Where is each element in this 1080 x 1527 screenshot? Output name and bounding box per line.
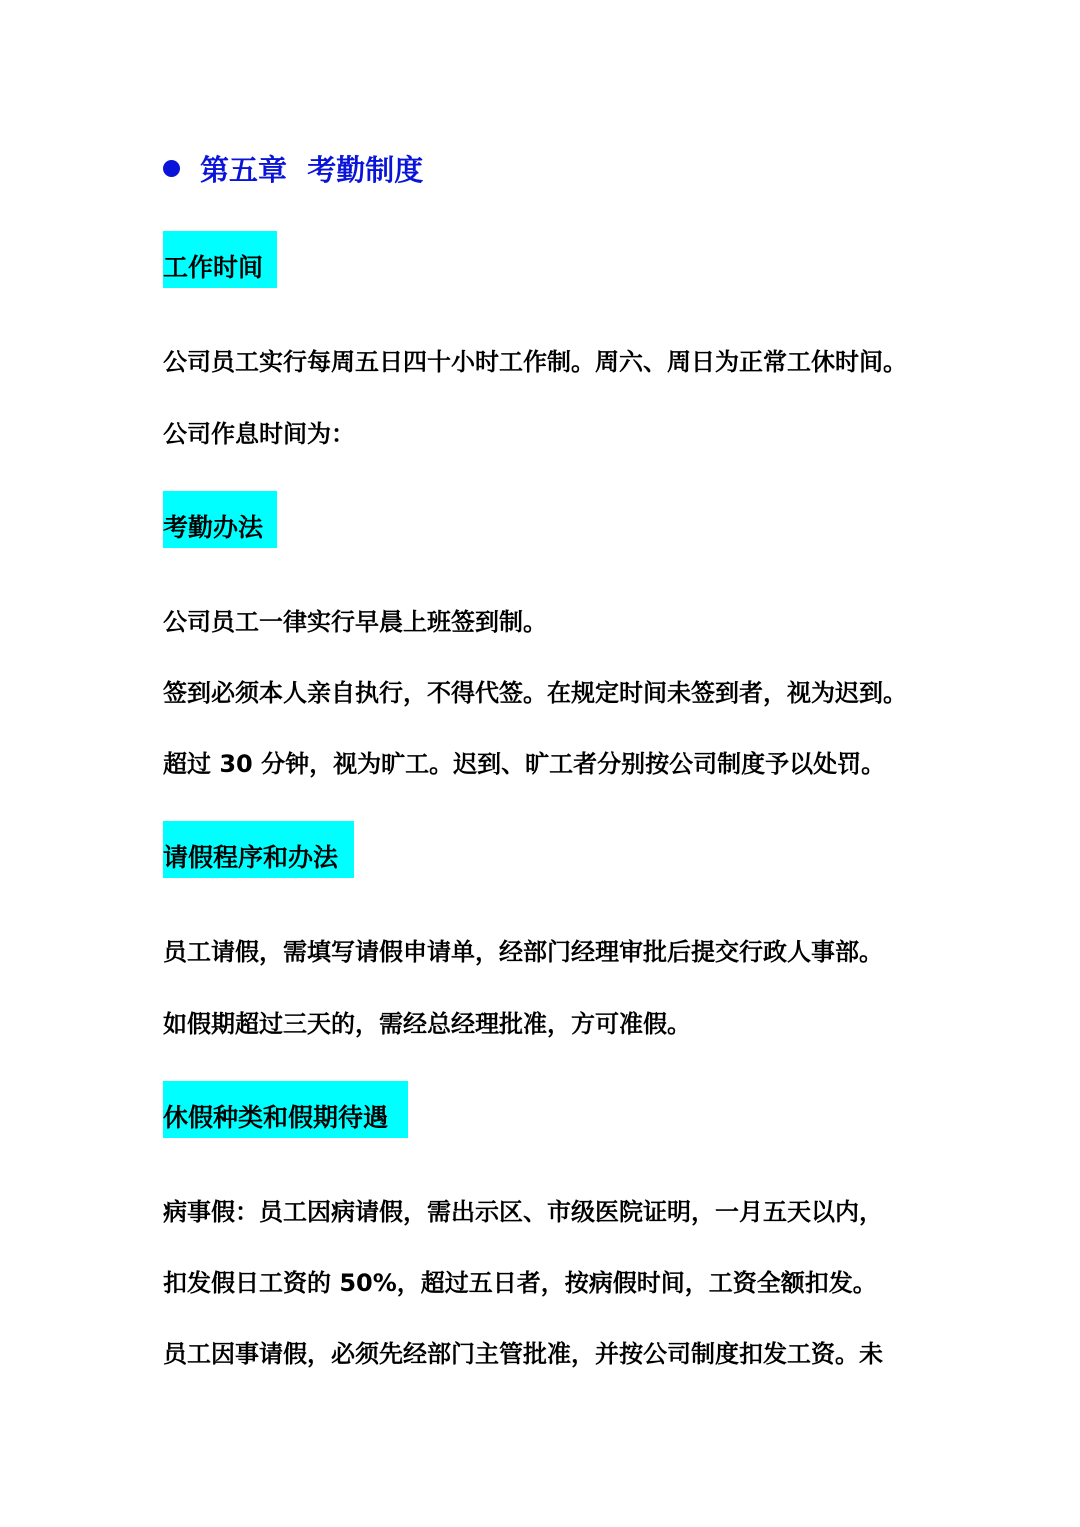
chapter-heading: [163, 146, 423, 190]
section-heading-leave-procedure: 请假程序和办法: [163, 821, 354, 878]
section-heading-leave-types: 休假种类和假期待遇: [163, 1081, 408, 1138]
section-heading-work-hours: 工作时间: [163, 231, 277, 288]
paragraph: 签到必须本人亲自执行，不得代签。在规定时间未签到者，视为迟到。: [163, 679, 907, 707]
paragraph: 公司作息时间为：: [163, 420, 355, 448]
paragraph: 如假期超过三天的，需经总经理批准，方可准假。: [163, 1010, 691, 1038]
paragraph: 扣发假日工资的 50%，超过五日者，按病假时间，工资全额扣发。: [163, 1269, 877, 1297]
chapter-title: 第五章 考勤制度: [200, 152, 424, 187]
paragraph: 超过 30 分钟，视为旷工。迟到、旷工者分别按公司制度予以处罚。: [163, 750, 886, 778]
paragraph: 员工因事请假，必须先经部门主管批准，并按公司制度扣发工资。未: [163, 1340, 883, 1368]
paragraph: 病事假：员工因病请假，需出示区、市级医院证明，一月五天以内，: [163, 1198, 883, 1226]
section-heading-attendance-method: 考勤办法: [163, 491, 277, 548]
paragraph: 公司员工一律实行早晨上班签到制。: [163, 608, 547, 636]
paragraph: 公司员工实行每周五日四十小时工作制。周六、周日为正常工休时间。: [163, 348, 907, 376]
paragraph: 员工请假，需填写请假申请单，经部门经理审批后提交行政人事部。: [163, 938, 883, 966]
bullet-dot-icon: [163, 160, 180, 177]
